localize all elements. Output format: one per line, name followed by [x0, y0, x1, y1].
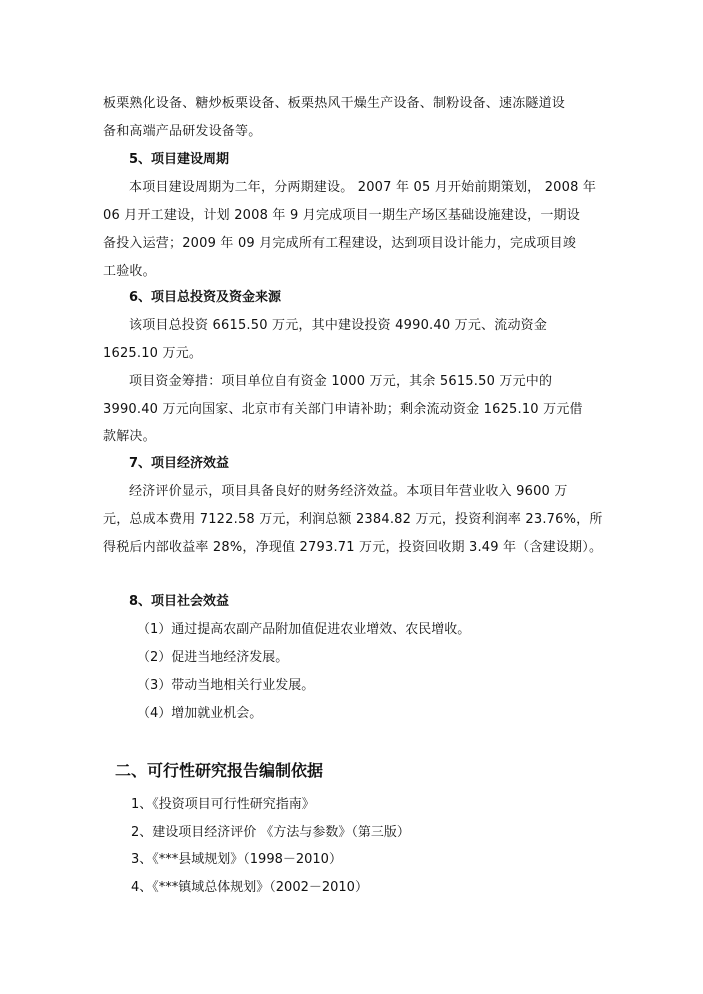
- section-6-line-1: 该项目总投资 6615.50 万元，其中建设投资 4990.40 万元、流动资金: [129, 318, 548, 333]
- social-benefit-item-1: （1）通过提高农副产品附加值促进农业增效、农民增收。: [137, 622, 471, 637]
- basis-item-1: 1、《投资项目可行性研究指南》: [131, 797, 315, 812]
- section-5-line-4: 工验收。: [103, 264, 156, 279]
- section-6-line-5: 款解决。: [103, 429, 156, 444]
- social-benefit-item-2: （2）促进当地经济发展。: [137, 650, 289, 665]
- section-5-heading: 5、项目建设周期: [129, 152, 230, 167]
- section-5-line-2: 06 月开工建设，计划 2008 年 9 月完成项目一期生产场区基础设施建设，一期设: [103, 208, 580, 223]
- section-6-heading: 6、项目总投资及资金来源: [129, 290, 282, 305]
- basis-item-2: 2、建设项目经济评价 《方法与参数》（第三版）: [131, 825, 410, 840]
- section-2-title: 二、可行性研究报告编制依据: [115, 761, 324, 780]
- section-7-heading: 7、项目经济效益: [129, 456, 230, 471]
- section-5-line-1: 本项目建设周期为二年，分两期建设。 2007 年 05 月开始前期策划， 2008 年: [129, 180, 597, 195]
- basis-item-4: 4、《***镇域总体规划》（2002－2010）: [131, 880, 368, 895]
- section-6-line-3: 项目资金筹措：项目单位自有资金 1000 万元，其余 5615.50 万元中的: [129, 374, 553, 389]
- section-6-line-2: 1625.10 万元。: [103, 346, 203, 361]
- section-7-line-2: 元，总成本费用 7122.58 万元，利润总额 2384.82 万元，投资利润率 23.76%，所: [103, 512, 603, 527]
- social-benefit-item-3: （3）带动当地相关行业发展。: [137, 678, 315, 693]
- section-7-line-1: 经济评价显示，项目具备良好的财务经济效益。本项目年营业收入 9600 万: [129, 484, 568, 499]
- social-benefit-item-4: （4）增加就业机会。: [137, 706, 263, 721]
- section-6-line-4: 3990.40 万元向国家、北京市有关部门申请补助；剩余流动资金 1625.10 万元借: [103, 402, 583, 417]
- section-8-heading: 8、项目社会效益: [129, 594, 230, 609]
- section-5-line-3: 备投入运营；2009 年 09 月完成所有工程建设，达到项目设计能力，完成项目竣: [103, 236, 577, 251]
- intro-line-1: 板栗熟化设备、糖炒板栗设备、板栗热风干燥生产设备、制粉设备、速冻隧道设: [103, 96, 566, 111]
- basis-item-3: 3、《***县域规划》（1998－2010）: [131, 852, 342, 867]
- intro-line-2: 备和高端产品研发设备等。: [103, 124, 262, 139]
- section-7-line-3: 得税后内部收益率 28%，净现值 2793.71 万元，投资回收期 3.49 年（含建设期）。: [103, 540, 603, 555]
